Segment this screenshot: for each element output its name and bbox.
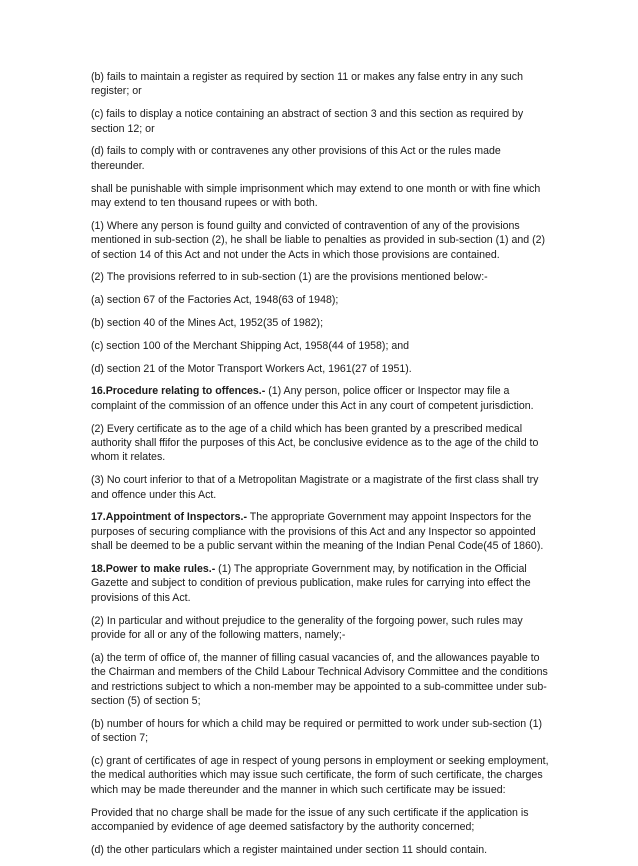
list-item-mines-act: (b) section 40 of the Mines Act, 1952(35 of 1982); — [91, 317, 324, 330]
section-18-clause-c: (c) grant of certificates of age in respect of young persons in employment or seeking employment, the medical authorities which may issue such certificate, the form of such certificate, the charges which may be made thereunder and the manner in which such certificate may be issued: — [91, 755, 549, 796]
section-17-text: The appropriate Government may appoint Inspectors for the purposes of securing compliance with the provisions of this Act and any Inspector so appointed shall be deemed to be a public servant within the meaning of the Indian Penal Code(45 of 1860). — [91, 511, 544, 553]
section-16-title: 16.Procedure relating to offences.- — [91, 385, 266, 398]
section-17-title: 17.Appointment of Inspectors.- — [91, 511, 247, 524]
proviso-paragraph: Provided that no charge shall be made for the issue of any such certificate if the application is accompanied by evidence of age deemed satisfactory by the authority concerned; — [91, 806, 529, 834]
section-16-subsection-2: (2) Every certificate as to the age of a child which has been granted by a prescribed medical authority shall ffifor the purposes of this Act, be conclusive evidence as to the age of the child to whom it relates. — [91, 422, 539, 464]
section-18-clause-a: (a) the term of office of, the manner of filling casual vacancies of, and the allowances payable to the Chairman and members of the Child Labour Technical Advisory Committee and the conditions and restrictions subject to which a non-member may be appointed to a sub-committee under sub-section (5) of section 5; — [91, 651, 548, 708]
punishment-paragraph: shall be punishable with simple imprisonment which may extend to one month or with fine which may extend to ten thousand rupees or with both. — [91, 182, 541, 210]
list-item-factories-act: (a) section 67 of the Factories Act, 1948(63 of 1948); — [91, 294, 339, 307]
section-18-clause-d: (d) the other particulars which a register maintained under section 11 should contain. — [91, 843, 488, 856]
section-18-paragraph — [91, 562, 553, 605]
section-18-clause-b: (b) number of hours for which a child may be required or permitted to work under sub-section (1) of section 7; — [91, 717, 543, 745]
list-item-motor-transport-act: (d) section 21 of the Motor Transport Workers Act, 1961(27 of 1951). — [91, 362, 412, 375]
section-16-paragraph — [91, 384, 553, 413]
section-18-text: (1) The appropriate Government may, by notification in the Official Gazette and subject to condition of previous publication, make rules for carrying into effect the provisions of this Act. — [91, 563, 531, 604]
section-17-paragraph — [91, 510, 553, 553]
section-16-subsection-3: (3) No court inferior to that of a Metropolitan Magistrate or a magistrate of the first class shall try and offence under this Act. — [91, 474, 539, 501]
section-16-text: (1) Any person, police officer or Inspector may file a complaint of the commission of an offence under this Act in any court of competent jurisdiction. — [91, 385, 534, 412]
section-18-title: 18.Power to make rules.- — [91, 563, 216, 576]
subsection-2: (2) The provisions referred to in sub-section (1) are the provisions mentioned below:- — [91, 271, 488, 284]
document-page — [91, 70, 553, 866]
clause-d-comply: (d) fails to comply with or contravenes any other provisions of this Act or the rules made thereunder. — [91, 145, 501, 172]
section-18-subsection-2: (2) In particular and without prejudice to the generality of the forgoing power, such rules may provide for all or any of the following matters, namely;- — [91, 614, 523, 642]
subsection-1: (1) Where any person is found guilty and convicted of contravention of any of the provisions mentioned in sub-section (2), he shall be liable to penalties as provided in sub-section (1) and (2) of section 14 of this Act and not under the Acts in which those provisions are contained. — [91, 219, 546, 261]
clause-b-register: (b) fails to maintain a register as required by section 11 or makes any false entry in any such register; or — [91, 71, 524, 98]
list-item-merchant-shipping-act: (c) section 100 of the Merchant Shipping Act, 1958(44 of 1958); and — [91, 339, 410, 352]
clause-c-notice: (c) fails to display a notice containing an abstract of section 3 and this section as required by section 12; or — [91, 108, 524, 135]
